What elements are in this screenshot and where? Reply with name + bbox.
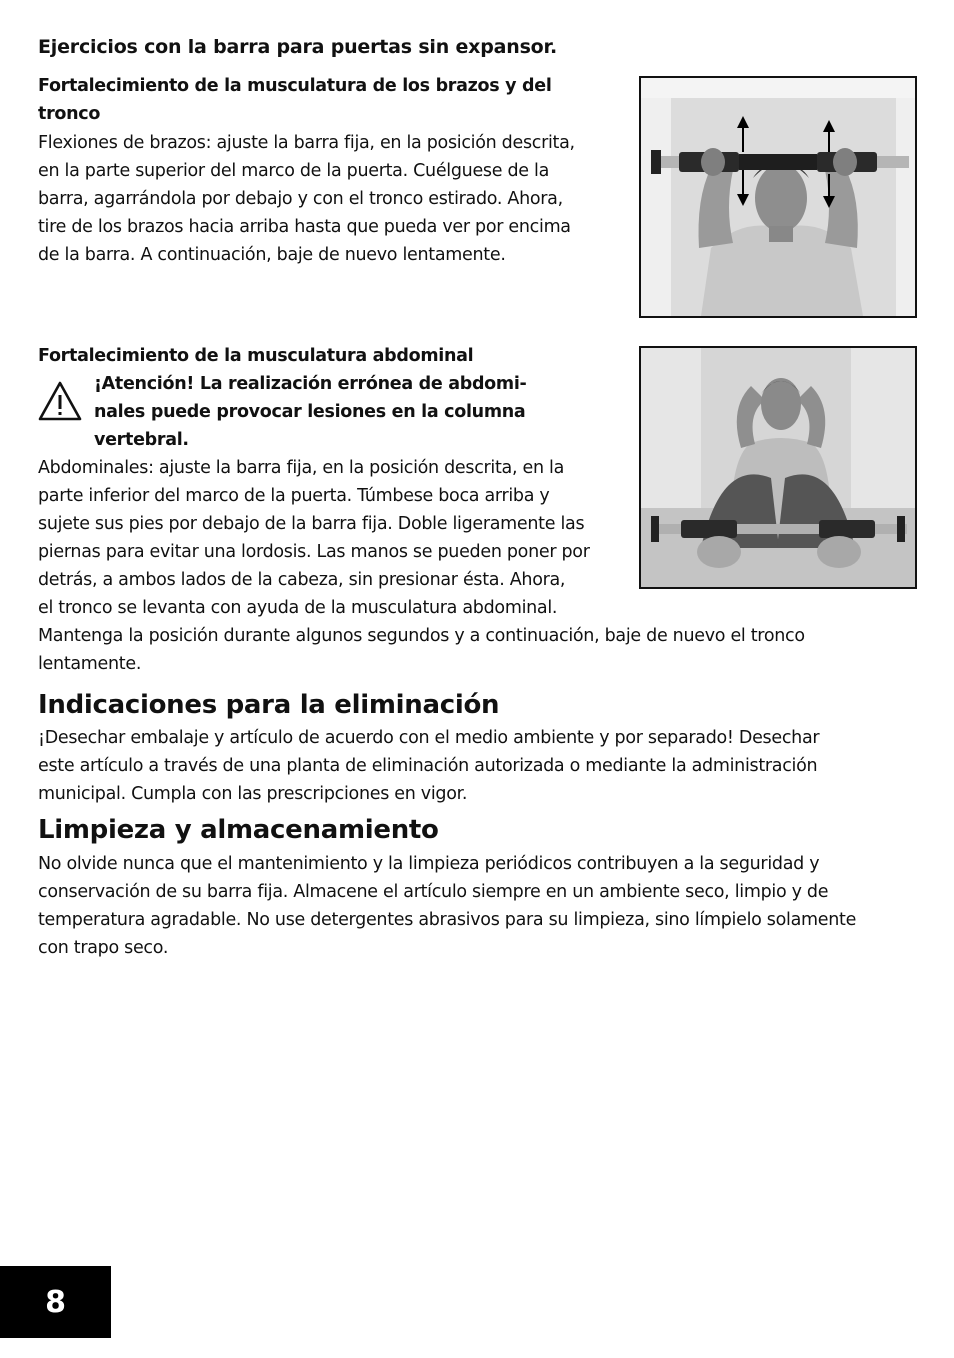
section1-title-line1: Fortalecimiento de la musculatura de los brazos y del <box>38 76 552 96</box>
section2-line-8: lentamente. <box>38 654 142 674</box>
section2-title: Fortalecimiento de la musculatura abdominal <box>38 346 474 366</box>
pullup-photo <box>639 76 917 318</box>
cleaning-line-1: No olvide nunca que el mantenimiento y la limpieza periódicos contribuyen a la seguridad y <box>38 854 820 874</box>
page-heading: Ejercicios con la barra para puertas sin expansor. <box>38 36 558 58</box>
situp-photo <box>639 346 917 589</box>
section2-line-1: Abdominales: ajuste la barra fija, en la posición descrita, en la <box>38 458 564 478</box>
section1-line-2: en la parte superior del marco de la puerta. Cuélguese de la <box>38 161 549 181</box>
section2-line-7: Mantenga la posición durante algunos segundos y a continuación, baje de nuevo el tronco <box>38 626 805 646</box>
cleaning-title: Limpieza y almacenamiento <box>38 815 439 845</box>
page-number: 8 <box>0 1266 111 1338</box>
warning-line-1: ¡Atención! La realización errónea de abdomi- <box>94 374 527 394</box>
section2-line-3: sujete sus pies por debajo de la barra fija. Doble ligeramente las <box>38 514 585 534</box>
section1-line-3: barra, agarrándola por debajo y con el tronco estirado. Ahora, <box>38 189 563 209</box>
disposal-line-2: este artículo a través de una planta de eliminación autorizada o mediante la administración <box>38 756 818 776</box>
section2-line-5: detrás, a ambos lados de la cabeza, sin presionar ésta. Ahora, <box>38 570 566 590</box>
warning-triangle-icon <box>37 380 83 422</box>
cleaning-line-2: conservación de su barra fija. Almacene el artículo siempre en un ambiente seco, limpio y de <box>38 882 829 902</box>
section2-line-6: el tronco se levanta con ayuda de la musculatura abdominal. <box>38 598 558 618</box>
disposal-line-1: ¡Desechar embalaje y artículo de acuerdo con el medio ambiente y por separado! Desechar <box>38 728 820 748</box>
disposal-title: Indicaciones para la eliminación <box>38 690 500 720</box>
section1-line-4: tire de los brazos hacia arriba hasta que pueda ver por encima <box>38 217 571 237</box>
cleaning-line-3: temperatura agradable. No use detergentes abrasivos para su limpieza, sino límpielo solamente <box>38 910 857 930</box>
warning-line-2: nales puede provocar lesiones en la columna <box>94 402 526 422</box>
arrow-up-down-icon-left <box>736 116 750 206</box>
section2-line-2: parte inferior del marco de la puerta. Túmbese boca arriba y <box>38 486 550 506</box>
section2-line-4: piernas para evitar una lordosis. Las manos se pueden poner por <box>38 542 590 562</box>
arrow-up-down-icon-right <box>822 120 836 208</box>
section1-line-1: Flexiones de brazos: ajuste la barra fija, en la posición descrita, <box>38 133 575 153</box>
disposal-line-3: municipal. Cumpla con las prescripciones en vigor. <box>38 784 468 804</box>
warning-line-3: vertebral. <box>94 430 189 450</box>
section1-title-line2: tronco <box>38 104 101 124</box>
section1-line-5: de la barra. A continuación, baje de nuevo lentamente. <box>38 245 506 265</box>
cleaning-line-4: con trapo seco. <box>38 938 169 958</box>
